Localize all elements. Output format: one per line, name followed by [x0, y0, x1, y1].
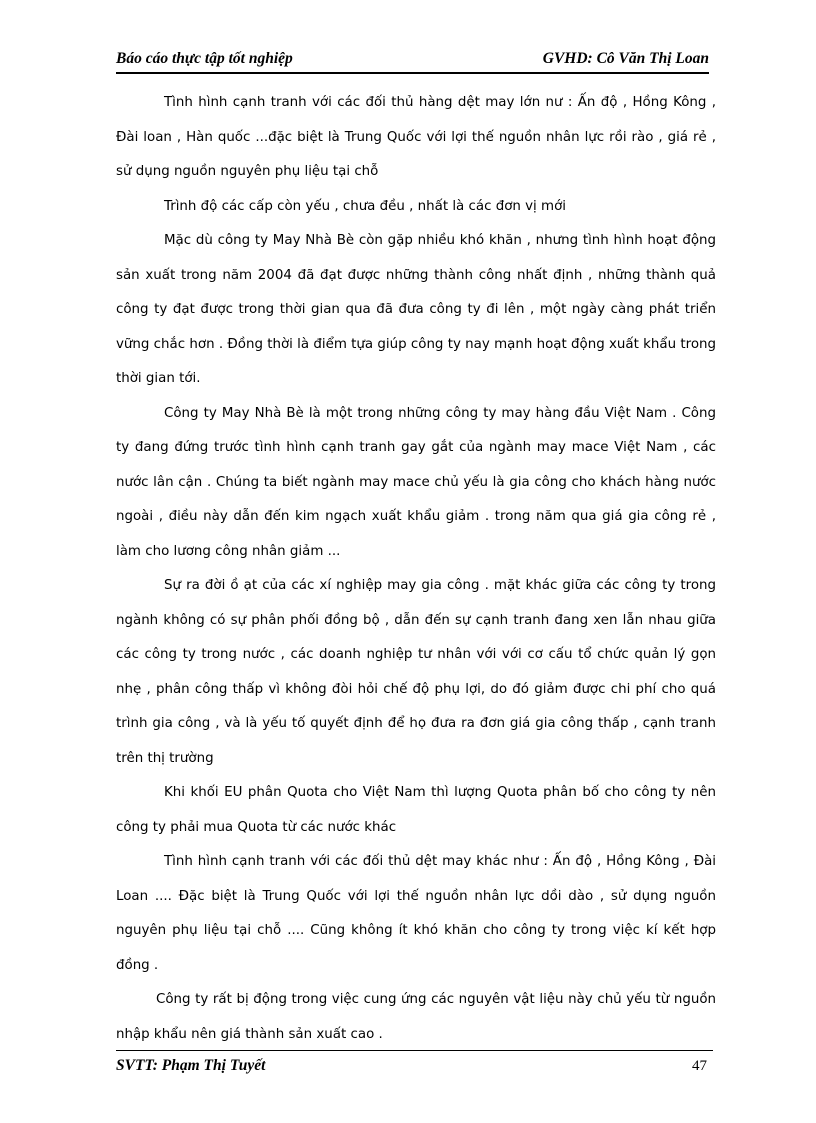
paragraph: Tình hình cạnh tranh với các đối thủ hàng dệt may lớn nư : Ấn độ , Hồng Kông , Đài loan , Hàn quốc ...đặc biệt là Trung Quốc với lợi thế nguồn nhân lực rồi rào , giá rẻ , sử dụng nguồn nguyên phụ liệu tại chỗ: [116, 95, 716, 179]
advisor-name: GVHD: Cô Văn Thị Loan: [542, 50, 709, 67]
paragraph: Trình độ các cấp còn yếu , chưa đều , nhất là các đơn vị mới: [164, 198, 566, 214]
footer-divider: [116, 1050, 713, 1051]
paragraph: Tình hình cạnh tranh với các đối thủ dệt may khác như : Ấn độ , Hồng Kông , Đài Loan .... Đặc biệt là Trung Quốc với lợi thế nguồn nhân lực dồi dào , sử dụng nguồn nguyên phụ liệu tại chỗ .... Cũng không ít khó khăn cho công ty trong việc kí kết hợp đồng .: [116, 854, 716, 973]
paragraph: Khi khối EU phân Quota cho Việt Nam thì lượng Quota phân bố cho công ty nên công ty phải mua Quota từ các nước khác: [116, 785, 716, 835]
paragraph: Công ty rất bị động trong việc cung ứng các nguyên vật liệu này chủ yếu từ nguồn nhập khẩu nên giá thành sản xuất cao .: [116, 992, 716, 1042]
page-header: [116, 50, 709, 74]
page-number: 47: [692, 1058, 707, 1074]
paragraph: Công ty May Nhà Bè là một trong những công ty may hàng đầu Việt Nam . Công ty đang đứng trước tình hình cạnh tranh gay gắt của ngành may mace Việt Nam , các nước lân cận . Chúng ta biết ngành may mace chủ yếu là gia công cho khách hàng nước ngoài , điều này dẫn đến kim ngạch xuất khẩu giảm . trong năm qua giá gia công rẻ , làm cho lương công nhân giảm ...: [116, 405, 716, 559]
page-footer: [116, 1057, 713, 1075]
paragraph: Sự ra đời ồ ạt của các xí nghiệp may gia công . mặt khác giữa các công ty trong ngành không có sự phân phối đồng bộ , dẫn đến sự cạnh tranh đang xen lẫn nhau giữa các công ty trong nước , các doanh nghiệp tư nhân với với cơ cấu tổ chức quản lý gọn nhẹ , phân công thấp vì không đòi hỏi chế độ phụ lợi, do đó giảm được chi phí cho quá trình gia công , và là yếu tố quyết định để họ đưa ra đơn giá gia công thấp , cạnh tranh trên thị trường: [116, 578, 716, 766]
body-text: [116, 86, 716, 1052]
student-name: SVTT: Phạm Thị Tuyết: [116, 1057, 266, 1074]
paragraph: Mặc dù công ty May Nhà Bè còn gặp nhiều khó khăn , nhưng tình hình hoạt động sản xuất trong năm 2004 đã đạt được những thành công nhất định , những thành quả công ty đạt được trong thời gian qua đã đưa công ty đi lên , một ngày càng phát triển vững chắc hơn . Đồng thời là điểm tựa giúp công ty nay mạnh hoạt động xuất khẩu trong thời gian tới.: [116, 233, 716, 386]
report-title: Báo cáo thực tập tốt nghiệp: [116, 50, 293, 67]
